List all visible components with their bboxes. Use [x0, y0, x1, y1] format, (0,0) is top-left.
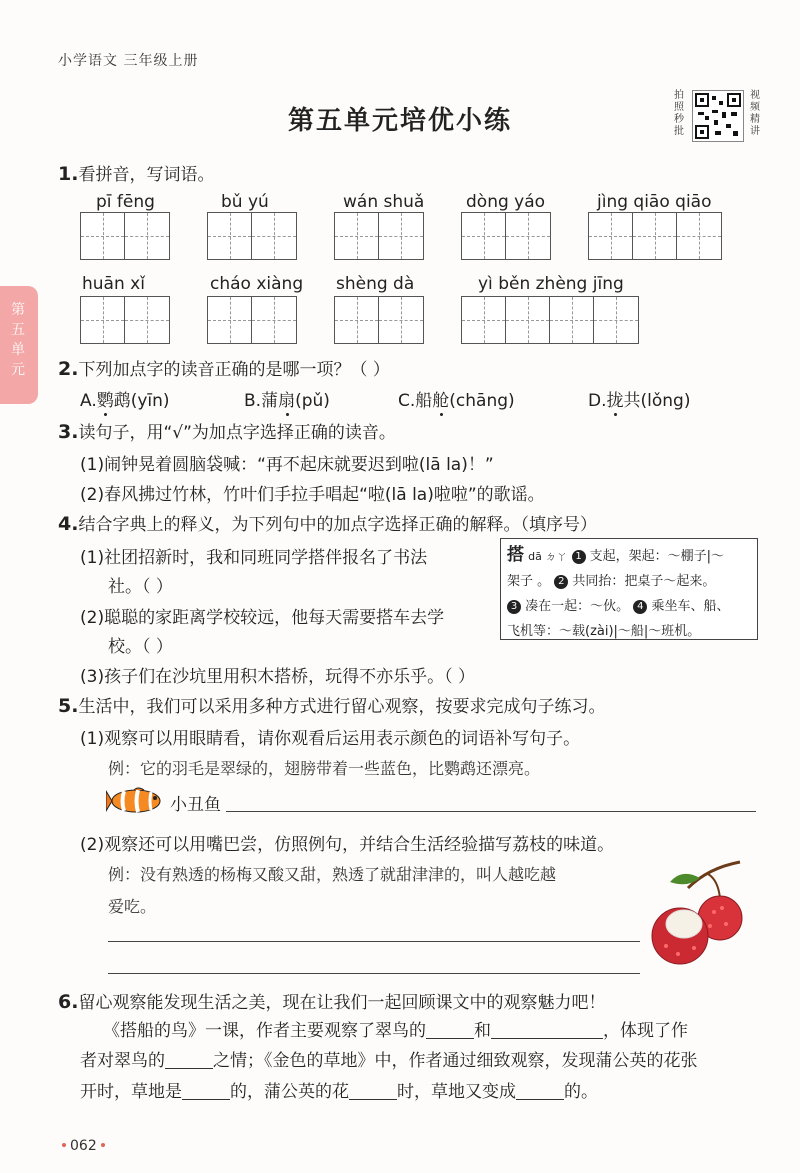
sense-2-icon: 2 — [554, 575, 568, 589]
page-number — [58, 1138, 109, 1154]
pinyin-jing-qiao-qiao: jìng qiāo qiāo — [597, 192, 712, 212]
dot-icon — [62, 1143, 66, 1147]
qr-right-label: 视频精讲 — [750, 90, 760, 137]
pinyin-pi-feng: pī fēng — [96, 192, 155, 212]
q6-text: 时，草地又变成 — [397, 1082, 516, 1102]
pinyin-dong-yao: dòng yáo — [466, 192, 546, 212]
answer-grid[interactable] — [334, 212, 424, 260]
q6-text: ，体现了作 — [603, 1021, 688, 1041]
pinyin-sheng-da: shèng dà — [336, 274, 415, 294]
q2-option-a[interactable] — [80, 386, 170, 411]
q4-sentence-2b[interactable]: 校。（ ） — [108, 637, 173, 657]
q6-text: 的。 — [564, 1082, 598, 1102]
fish-label: 小丑鱼 — [170, 795, 221, 815]
lychee-icon — [648, 858, 748, 974]
dotted-char: 鹦 — [96, 391, 114, 411]
q2-option-b[interactable] — [244, 386, 330, 411]
answer-grid[interactable] — [461, 296, 639, 344]
sense-3-icon: 3 — [507, 600, 521, 614]
q4-sentence-3[interactable]: (3)孩子们在沙坑里用积木搭桥，玩得不亦乐乎。（ ） — [80, 667, 475, 687]
dict-sense-1: 支起，架起：～棚子|～ — [589, 549, 725, 564]
q6-prompt: 留心观察能发现生活之美，现在让我们一起回顾课文中的观察魅力吧！ — [78, 993, 606, 1013]
q2-option-c[interactable] — [398, 386, 515, 411]
book-header: 小学语文 三年级上册 — [58, 53, 199, 69]
pinyin-bu-yu: bǔ yú — [221, 192, 269, 212]
answer-grid[interactable] — [588, 212, 722, 260]
pinyin-chao-xiang: cháo xiàng — [210, 274, 304, 294]
fill-blank[interactable] — [491, 1020, 603, 1039]
q3-sentence-2: (2)春风拂过竹林，竹叶们手拉手唱起“啦(lā la)啦啦”的歌谣。 — [80, 485, 545, 505]
option-rest: (pǔ) — [295, 391, 330, 411]
answer-line-fish[interactable] — [226, 810, 756, 812]
q1-number: 1. — [58, 163, 79, 185]
q6-text: 《搭船的鸟》一课，作者主要观察了翠鸟的 — [103, 1021, 426, 1041]
answer-grid[interactable] — [207, 212, 297, 260]
q6-text: 和 — [474, 1021, 491, 1041]
fill-blank[interactable] — [426, 1020, 474, 1039]
q4-prompt: 结合字典上的释义，为下列句中的加点字选择正确的解释。（填序号） — [78, 515, 597, 535]
dict-sense-2: 共同抬：把桌子～起来。 — [572, 574, 716, 589]
answer-line-lychee-2[interactable] — [108, 972, 640, 974]
q3-sentence-1: (1)闹钟晃着圆脑袋喊：“再不起床就要迟到啦(lā la)！” — [80, 455, 494, 475]
q4-number: 4. — [58, 513, 79, 535]
q6-text: 者对翠鸟的 — [80, 1051, 165, 1071]
q5-number: 5. — [58, 695, 79, 717]
q5-example-1: 例：它的羽毛是翠绿的，翅膀带着一些蓝色，比鹦鹉还漂亮。 — [108, 759, 541, 778]
q4-sentence-1b[interactable]: 社。（ ） — [108, 577, 173, 597]
option-rest: 鹉(yīn) — [113, 391, 170, 411]
answer-grid[interactable] — [461, 212, 551, 260]
q5-example-2b: 爱吃。 — [108, 897, 157, 916]
dict-sense-3: 凑在一起：～伙。 — [525, 599, 630, 614]
q5-part-1: (1)观察可以用眼睛看，请你观看后运用表示颜色的词语补写句子。 — [80, 729, 581, 749]
fill-blank[interactable] — [516, 1081, 564, 1100]
q4-sentence-2a: (2)聪聪的家距离学校较远，他每天需要搭车去学 — [80, 608, 445, 628]
page-title: 第五单元培优小练 — [287, 106, 512, 136]
dictionary-box — [500, 538, 758, 640]
q6-text: 开时，草地是 — [80, 1082, 182, 1102]
dot-icon — [101, 1143, 105, 1147]
dict-head-char: 搭 — [507, 545, 524, 565]
option-letter: B. — [244, 391, 262, 411]
fill-blank[interactable] — [182, 1081, 230, 1100]
qr-left-label: 拍照秒批 — [674, 90, 684, 137]
qr-block[interactable] — [672, 90, 764, 142]
pinyin-yi-ben-zheng-jing: yì běn zhèng jīng — [478, 274, 624, 294]
q6-number: 6. — [58, 991, 79, 1013]
sense-1-icon: 1 — [572, 550, 586, 564]
q5-part-2: (2)观察还可以用嘴巴尝，仿照例句，并结合生活经验描写荔枝的味道。 — [80, 835, 615, 855]
option-letter: A. — [80, 391, 97, 411]
q1-prompt: 看拼音，写词语。 — [78, 165, 215, 185]
dotted-char: 拢 — [606, 391, 624, 411]
answer-grid[interactable] — [334, 296, 424, 344]
option-letter: D. — [588, 391, 607, 411]
option-letter: C. — [398, 391, 416, 411]
answer-grid[interactable] — [207, 296, 297, 344]
pinyin-wan-shua: wán shuǎ — [343, 192, 425, 212]
q2-prompt: 下列加点字的读音正确的是哪一项？（ ） — [78, 360, 390, 380]
q6-text: 的，蒲公英的花 — [230, 1082, 349, 1102]
q5-example-2a: 例：没有熟透的杨梅又酸又甜，熟透了就甜津津的，叫人越吃越 — [108, 865, 557, 884]
q3-prompt: 读句子，用“√”为加点字选择正确的读音。 — [78, 423, 396, 443]
dotted-char: 扇 — [278, 391, 296, 411]
answer-grid[interactable] — [80, 212, 170, 260]
option-rest: 共(lǒng) — [623, 391, 691, 411]
q4-sentence-1a: (1)社团招新时，我和同班同学搭伴报名了书法 — [80, 548, 428, 568]
dotted-char: 舱 — [432, 391, 450, 411]
q2-number: 2. — [58, 358, 79, 380]
sense-4-icon: 4 — [633, 600, 647, 614]
q6-line-1 — [103, 1016, 688, 1041]
pinyin-huan-xi: huān xǐ — [82, 274, 145, 294]
q2-option-d[interactable] — [588, 386, 690, 411]
qr-code-icon[interactable] — [692, 90, 744, 142]
option-rest: (chāng) — [449, 391, 515, 411]
q3-number: 3. — [58, 421, 79, 443]
q5-prompt: 生活中，我们可以采用多种方式进行留心观察，按要求完成句子练习。 — [78, 697, 606, 717]
page-number-text: 062 — [70, 1138, 97, 1154]
dict-pinyin: dā ㄉㄚ — [528, 550, 568, 563]
answer-grid[interactable] — [80, 296, 170, 344]
fill-blank[interactable] — [165, 1050, 213, 1069]
dict-sense-1-cont: 架子 。 — [507, 574, 551, 589]
dict-sense-4: 乘坐车、船、 — [651, 599, 730, 614]
answer-line-lychee-1[interactable] — [108, 940, 640, 942]
unit-side-tab-label: 第五单元 — [11, 302, 25, 378]
option-char: 船 — [415, 391, 433, 411]
q6-line-2 — [80, 1046, 698, 1071]
fill-blank[interactable] — [349, 1081, 397, 1100]
clownfish-icon — [106, 786, 168, 820]
dict-sense-4-cont: 飞机等：～载(zài)|～船|～班机。 — [507, 624, 701, 639]
q6-line-3 — [80, 1077, 598, 1102]
option-char: 蒲 — [261, 391, 279, 411]
q6-text: 之情；《金色的草地》中，作者通过细致观察，发现蒲公英的花张 — [213, 1051, 698, 1071]
